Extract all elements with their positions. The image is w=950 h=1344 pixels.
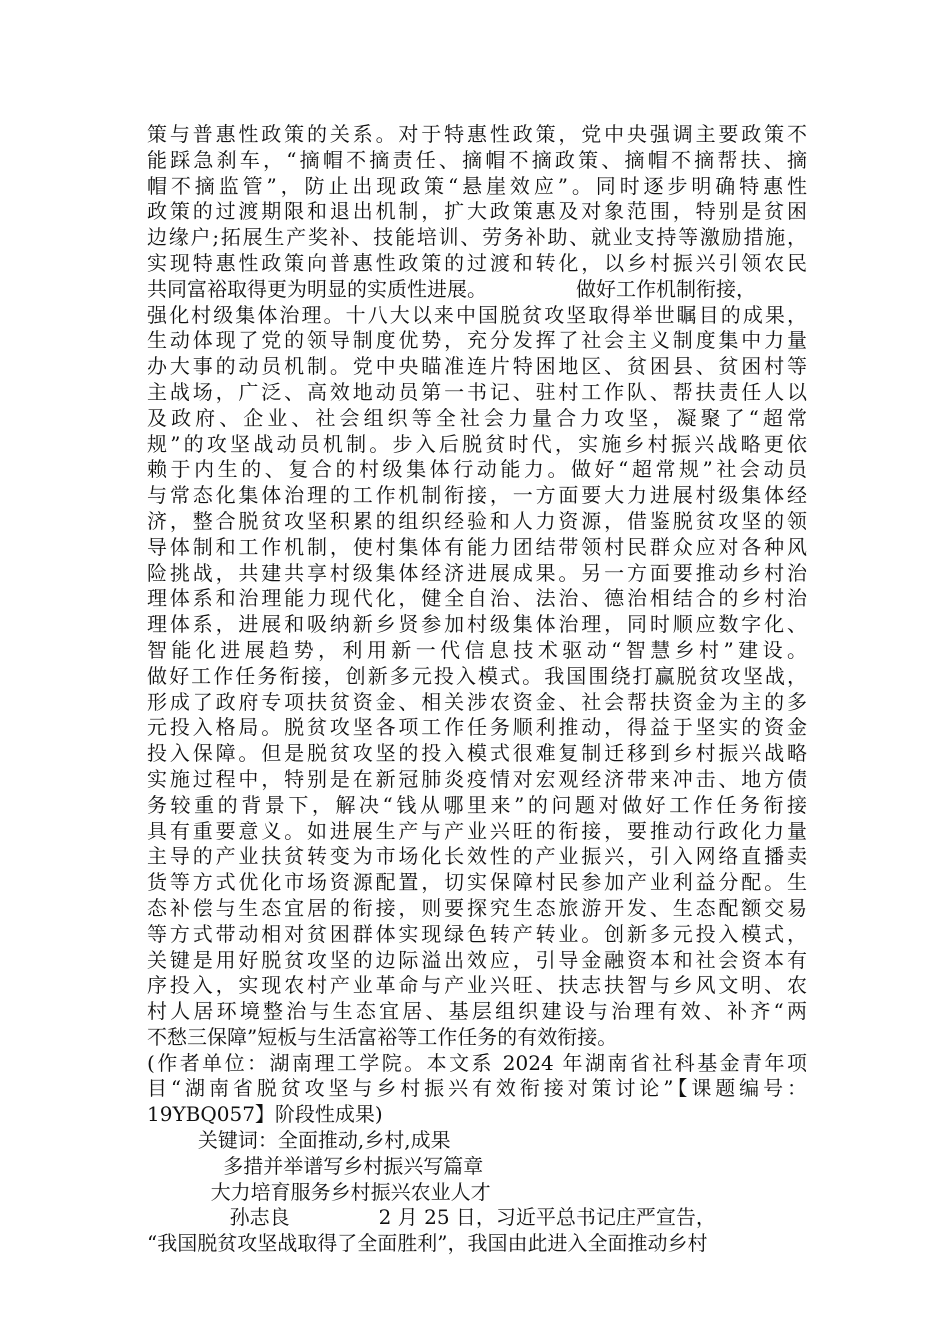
- author-note-line: 目“湖南省脱贫攻坚与乡村振兴有效衔接对策讨论”【课题编号：: [147, 1076, 807, 1101]
- text-line: 主导的产业扶贫转变为市场化长效性的产业振兴，引入网络直播卖: [147, 844, 807, 869]
- text-line: 办大事的动员机制。党中央瞄准连片特困地区、贫困县、贫困村等: [147, 354, 807, 379]
- text-line: 理体系和治理能力现代化，健全自治、法治、德治相结合的乡村治: [147, 586, 807, 611]
- text-line: 边缘户;拓展生产奖补、技能培训、劳务补助、就业支持等激励措施，: [147, 225, 807, 250]
- text-line: 村人居环境整治与生态宜居、基层组织建设与治理有效、补齐“两: [147, 999, 807, 1024]
- text-line: 政策的过渡期限和退出机制，扩大政策惠及对象范围，特别是贫困: [147, 199, 807, 224]
- text-line: 共同富裕取得更为明显的实质性进展。 做好工作机制衔接，: [147, 276, 757, 301]
- text-line: 货等方式优化市场资源配置，切实保障村民参加产业利益分配。生: [147, 870, 807, 895]
- text-line: 关键是用好脱贫攻坚的边际溢出效应，引导金融资本和社会资本有: [147, 947, 807, 972]
- text-line: 理体系，进展和吸纳新乡贤参加村级集体治理，同时顺应数字化、: [147, 612, 807, 637]
- document-body: [147, 122, 807, 1257]
- text-line: 务较重的背景下，解决“钱从哪里来”的问题对做好工作任务衔接: [147, 792, 807, 817]
- text-line: 及政府、企业、社会组织等全社会力量合力攻坚，凝聚了“超常: [147, 405, 807, 430]
- keywords-line: 关键词：全面推动,乡村,成果: [147, 1128, 451, 1153]
- text-line: 能踩急刹车，“摘帽不摘责任、摘帽不摘政策、摘帽不摘帮扶、摘: [147, 147, 807, 172]
- text-line: 投入保障。但是脱贫攻坚的投入模式很难复制迁移到乡村振兴战略: [147, 741, 807, 766]
- text-line: 实施过程中，特别是在新冠肺炎疫情对宏观经济带来冲击、地方债: [147, 766, 807, 791]
- text-line: 帽不摘监管”，防止出现政策“悬崖效应”。同时逐步明确特惠性: [147, 173, 807, 198]
- text-line: 济，整合脱贫攻坚积累的组织经验和人力资源，借鉴脱贫攻坚的领: [147, 508, 807, 533]
- text-line: “我国脱贫攻坚战取得了全面胜利”，我国由此进入全面推动乡村: [147, 1231, 708, 1256]
- text-line: 实现特惠性政策向普惠性政策的过渡和转化，以乡村振兴引领农民: [147, 250, 807, 275]
- text-line: 与常态化集体治理的工作机制衔接，一方面要大力进展村级集体经: [147, 483, 807, 508]
- text-line: 具有重要意义。如进展生产与产业兴旺的衔接，要推动行政化力量: [147, 818, 807, 843]
- text-line: 规”的攻坚战动员机制。步入后脱贫时代，实施乡村振兴战略更依: [147, 431, 807, 456]
- text-line: 不愁三保障”短板与生活富裕等工作任务的有效衔接。: [147, 1024, 618, 1049]
- text-line: 强化村级集体治理。十八大以来中国脱贫攻坚取得举世瞩目的成果，: [147, 302, 807, 327]
- text-line: 主战场，广泛、高效地动员第一书记、驻村工作队、帮扶责任人以: [147, 379, 807, 404]
- text-line: 元投入格局。脱贫攻坚各项工作任务顺利推动，得益于坚实的资金: [147, 715, 807, 740]
- text-line: 等方式带动相对贫困群体实现绿色转产转业。创新多元投入模式，: [147, 921, 807, 946]
- text-line: 形成了政府专项扶贫资金、相关涉农资金、社会帮扶资金为主的多: [147, 689, 807, 714]
- text-line: 策与普惠性政策的关系。对于特惠性政策，党中央强调主要政策不: [147, 122, 807, 146]
- article-title: 多措并举谱写乡村振兴写篇章: [147, 1153, 484, 1178]
- article-subtitle: 大力培育服务乡村振兴农业人才: [147, 1179, 491, 1204]
- text-line: 险挑战，共建共享村级集体经济进展成果。另一方面要推动乡村治: [147, 560, 807, 585]
- text-line: 做好工作任务衔接，创新多元投入模式。我国围绕打赢脱贫攻坚战，: [147, 663, 807, 688]
- author-dateline: 孙志良 2 月 25 日，习近平总书记庄严宣告，: [147, 1205, 716, 1230]
- text-line: 生动体现了党的领导制度优势，充分发挥了社会主义制度集中力量: [147, 328, 807, 353]
- text-line: 导体制和工作机制，使村集体有能力团结带领村民群众应对各种风: [147, 534, 807, 559]
- text-line: 态补偿与生态宜居的衔接，则要探究生态旅游开发、生态配额交易: [147, 895, 807, 920]
- text-line: 序投入，实现农村产业革命与产业兴旺、扶志扶智与乡风文明、农: [147, 973, 807, 998]
- author-note-line: (作者单位：湖南理工学院。本文系 2024 年湖南省社科基金青年项: [147, 1050, 807, 1075]
- author-note-line: 19YBQ057】阶段性成果): [147, 1102, 383, 1127]
- text-line: 智能化进展趋势，利用新一代信息技术驱动“智慧乡村”建设。: [147, 637, 807, 662]
- text-line: 赖于内生的、复合的村级集体行动能力。做好“超常规”社会动员: [147, 457, 807, 482]
